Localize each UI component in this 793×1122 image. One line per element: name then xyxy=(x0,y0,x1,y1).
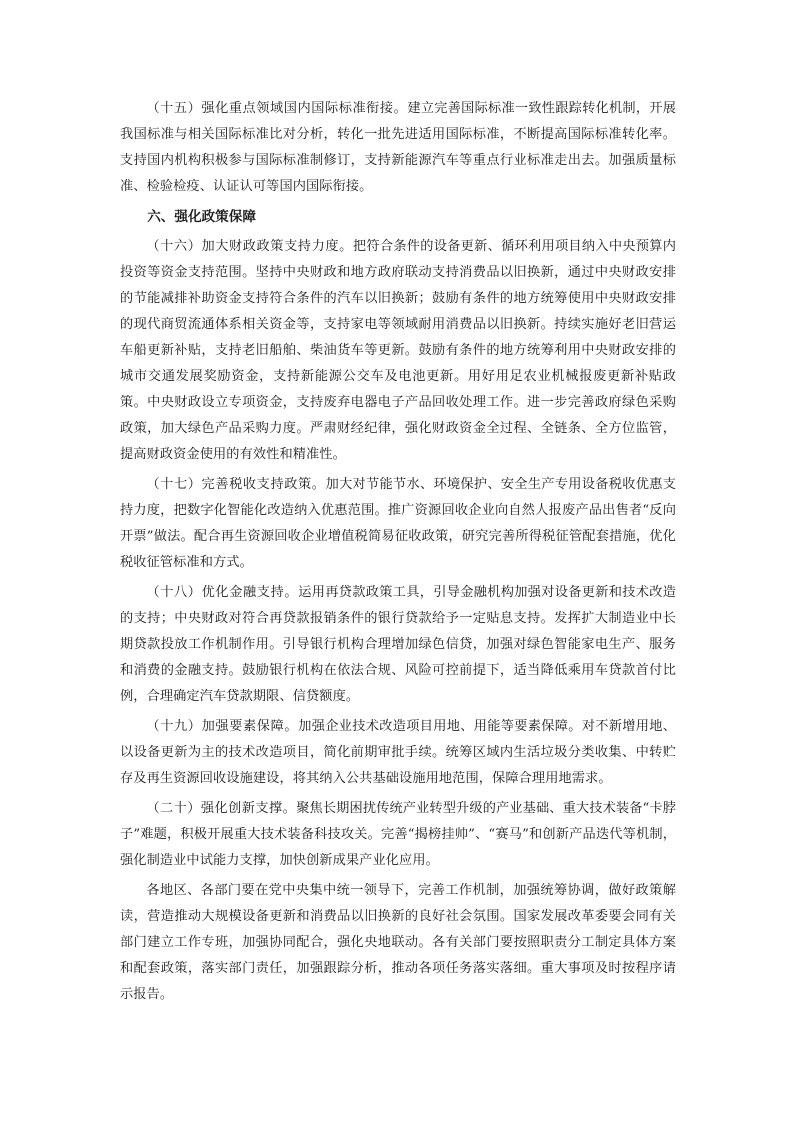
paragraph-19 xyxy=(120,714,676,792)
paragraph-18 xyxy=(120,580,676,710)
paragraph-15-lead: （十五）强化重点领域国内国际标准衔接。 xyxy=(146,101,408,116)
paragraph-16-lead: （十六）加大财政政策支持力度。 xyxy=(146,239,353,254)
paragraph-15-body: 建立完善国际标准一致性跟踪转化机制，开展我国标准与相关国际标准比对分析，转化一批先进适用国际标准，不断提高国际标准转化率。支持国内机构积极参与国际标准制修订，支持新能源汽车等重点行业标准走出去。加强质量标准、检验检疫、认证认可等国内国际衔接。 xyxy=(120,101,676,194)
document-page xyxy=(120,96,676,1012)
paragraph-20-lead: （二十）强化创新支撑。 xyxy=(146,801,297,816)
section-heading-6: 六、强化政策保障 xyxy=(147,209,256,225)
closing-paragraph: 各地区、各部门要在党中央集中统一领导下，完善工作机制，加强统筹协调，做好政策解读，营造推动大规模设备更新和消费品以旧换新的良好社会氛围。国家发展改革委要会同有关部门建立工作专班，加强协同配合，强化央地联动。各有关部门要按照职责分工制定具体方案和配套政策，落实部门责任，加强跟踪分析，推动各项任务落实落细。重大事项及时按程序请示报告。 xyxy=(120,883,676,1002)
paragraph-19-body: 加强企业技术改造项目用地、用能等要素保障。对不新增用地、以设备更新为主的技术改造项目，简化前期审批手续。统筹区域内生活垃圾分类收集、中转贮存及再生资源回收设施建设，将其纳入公共基础设施用地范围，保障合理用地需求。 xyxy=(120,719,676,786)
paragraph-18-lead: （十八）优化金融支持。 xyxy=(146,585,299,600)
paragraph-20 xyxy=(120,796,676,874)
paragraph-20-body: 聚焦长期困扰传统产业转型升级的产业基础、重大技术装备“卡脖子”难题，积极开展重大技术装备科技攻关。完善“揭榜挂帅”、“赛马”和创新产品迭代等机制，强化制造业中试能力支撑，加快创新成果产业化应用。 xyxy=(120,801,677,868)
paragraph-16 xyxy=(120,234,676,468)
paragraph-16-body: 把符合条件的设备更新、循环利用项目纳入中央预算内投资等资金支持范围。坚持中央财政和地方政府联动支持消费品以旧换新，通过中央财政安排的节能减排补助资金支持符合条件的汽车以旧换新；鼓励有条件的地方统筹使用中央财政安排的现代商贸流通体系相关资金等，支持家电等领域耐用消费品以旧换新。持续实施好老旧营运车船更新补贴，支持老旧船舶、柴油货车等更新。鼓励有条件的地方统筹利用中央财政安排的城市交通发展奖励资金，支持新能源公交车及电池更新。用好用足农业机械报废更新补贴政策。中央财政设立专项资金，支持废弃电器电子产品回收处理工作。进一步完善政府绿色采购政策，加大绿色产品采购力度。严肃财经纪律，强化财政资金全过程、全链条、全方位监管，提高财政资金使用的有效性和精准性。 xyxy=(120,239,676,462)
paragraph-17 xyxy=(120,472,676,576)
paragraph-17-lead: （十七）完善税收支持政策。 xyxy=(146,477,326,492)
paragraph-15 xyxy=(120,96,676,200)
paragraph-19-lead: （十九）加强要素保障。 xyxy=(146,719,299,734)
paragraph-18-body: 运用再贷款政策工具，引导金融机构加强对设备更新和技术改造的支持；中央财政对符合再贷款报销条件的银行贷款给予一定贴息支持。发挥扩大制造业中长期贷款投放工作机制作用。引导银行机构合理增加绿色信贷，加强对绿色智能家电生产、服务和消费的金融支持。鼓励银行机构在依法合规、风险可控前提下，适当降低乘用车贷款首付比例，合理确定汽车贷款期限、信贷额度。 xyxy=(120,585,676,704)
paragraph-17-body: 加大对节能节水、环境保护、安全生产专用设备税收优惠支持力度，把数字化智能化改造纳入优惠范围。推广资源回收企业向自然人报废产品出售者“反向开票”做法。配合再生资源回收企业增值税简易征收政策，研究完善所得税征管配套措施，优化税收征管标准和方式。 xyxy=(120,477,676,570)
